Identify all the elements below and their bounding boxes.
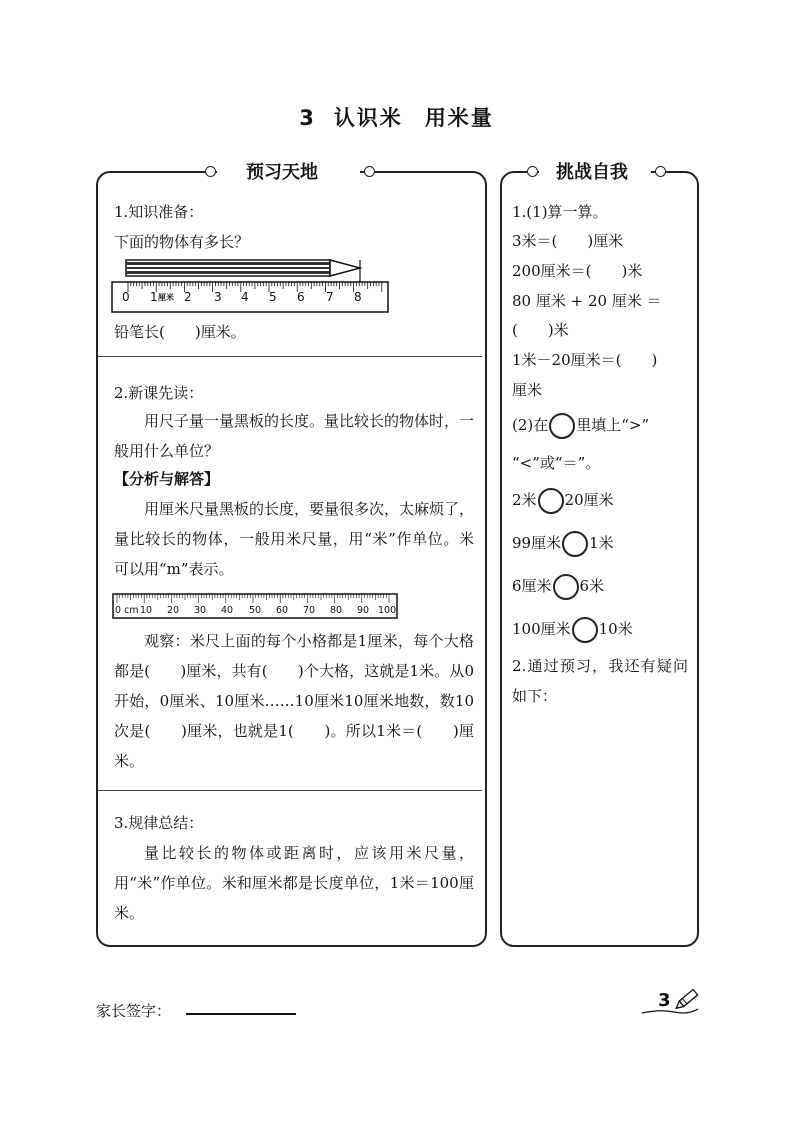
parent-signature-line[interactable]: [186, 1013, 296, 1015]
compare-circle-4[interactable]: [572, 617, 598, 643]
challenge-header: 挑战自我: [550, 158, 634, 184]
s2-paragraph-3: 观察：米尺上面的每个小格都是1厘米，每个大格都是( )厘米，共有( )个大格，这就是1米。从0开始，0厘米、10厘米……10厘米10厘米地数，数10次是( )厘米，也就是1( )。所以1米＝( )厘米。: [114, 632, 474, 770]
compare-circle-2[interactable]: [562, 531, 588, 557]
ruler-label-8: 8: [354, 290, 362, 304]
header-dot-right: [364, 166, 375, 177]
r-line-7: 厘米: [512, 381, 543, 399]
s2-heading: 2.新课先读：: [114, 384, 204, 402]
r-line-9: “<”或“＝”。: [512, 454, 601, 472]
ruler-label-6: 6: [297, 290, 305, 304]
ruler-label-0: 0: [122, 290, 130, 304]
page-number: 3: [658, 990, 671, 1011]
r-line-1: 1.(1)算一算。: [512, 203, 608, 221]
pencil-icon: [126, 260, 360, 282]
meter-label-60: 60: [276, 605, 289, 616]
meter-label-70: 70: [303, 605, 316, 616]
ruler-label-4: 4: [241, 290, 249, 304]
meter-tick-labels: [112, 605, 398, 619]
meter-label-100: 100: [378, 605, 397, 616]
ruler-label-2: 2: [184, 290, 192, 304]
meter-label-20: 20: [167, 605, 180, 616]
ruler-label-3: 3: [214, 290, 222, 304]
compare-row-1: 2米 20厘米: [512, 485, 614, 515]
header-dot-left: [527, 166, 538, 177]
s3-paragraph: 量比较长的物体或距离时，应该用米尺量，用“米”作单位。米和厘米都是长度单位，1米＝100厘米。: [114, 844, 474, 922]
s2-analysis-label: 【分析与解答】: [114, 470, 220, 488]
ruler-unit-label: 厘米: [158, 293, 174, 302]
meter-label-90: 90: [357, 605, 370, 616]
s3-heading: 3.规律总结：: [114, 814, 204, 832]
meter-label-0: 0 cm: [115, 605, 139, 616]
ruler-label-1: 1: [150, 290, 158, 304]
s1-heading: 1.知识准备：: [114, 203, 204, 221]
compare-row-3: 6厘米 6米: [512, 571, 604, 601]
meter-label-80: 80: [330, 605, 343, 616]
s2-paragraph-2: 用厘米尺量黑板的长度，要量很多次，太麻烦了，量比较长的物体，一般用米尺量，用“米”作单位。米可以用“m”表示。: [114, 500, 475, 578]
s2-paragraph-1: 用尺子量一量黑板的长度。量比较长的物体时，一般用什么单位？: [114, 412, 475, 460]
compare-circle-1[interactable]: [538, 488, 564, 514]
compare-circle-3[interactable]: [553, 574, 579, 600]
s1-answer: 铅笔长( )厘米。: [114, 323, 246, 341]
ruler-label-7: 7: [326, 290, 334, 304]
r-line-8: (2)在 里填上“>”: [512, 410, 649, 440]
meter-label-10: 10: [140, 605, 153, 616]
blank-circle[interactable]: [549, 413, 575, 439]
pencil-decoration-icon: [640, 985, 702, 1017]
r-line-2: 3米＝( )厘米: [512, 232, 624, 250]
compare-row-4: 100厘米 10米: [512, 614, 633, 644]
meter-label-40: 40: [221, 605, 234, 616]
meter-label-50: 50: [249, 605, 262, 616]
r-line-4: 80 厘米 + 20 厘米 ＝: [512, 292, 662, 310]
ruler-label-5: 5: [269, 290, 277, 304]
compare-row-2: 99厘米 1米: [512, 528, 614, 558]
r-line-5: ( )米: [512, 321, 569, 339]
section-divider: [98, 790, 482, 791]
ruler-tick-labels: [110, 290, 390, 308]
preview-header: 预习天地: [240, 158, 324, 184]
section-divider: [98, 356, 482, 357]
parent-signature-label: 家长签字：: [96, 1002, 172, 1020]
s1-question: 下面的物体有多长？: [114, 233, 250, 251]
meter-label-30: 30: [194, 605, 207, 616]
page-title: 3 认识米 用米量: [299, 106, 494, 130]
r-line-3: 200厘米＝( )米: [512, 262, 643, 280]
r-question-2: 2.通过预习，我还有疑问如下：: [512, 657, 688, 705]
r-line-6: 1米－20厘米＝( ): [512, 351, 658, 369]
header-dot-right: [655, 166, 666, 177]
header-dot-left: [205, 166, 216, 177]
